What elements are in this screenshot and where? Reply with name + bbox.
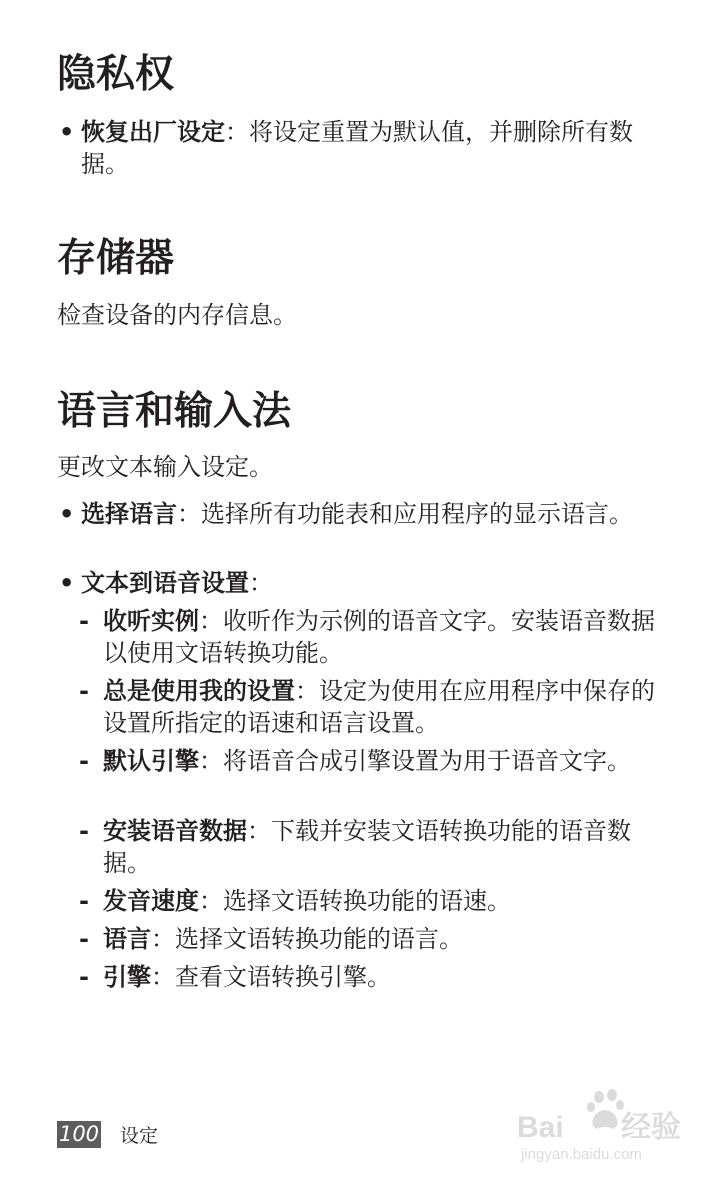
dash-icon: -: [79, 817, 89, 845]
item-text: ：收听作为示例的语音文字。安装语音数据以使用文语转换功能。: [103, 607, 655, 667]
item-text: ：查看文语转换引擎。: [151, 963, 391, 991]
chapter-name: 设定: [120, 1125, 159, 1147]
sub-item-engine: [79, 961, 662, 993]
item-text: ：选择所有功能表和应用程序的显示语言。: [177, 500, 633, 528]
item-text: ：将设定重置为默认值，并删除所有数据。: [81, 118, 633, 178]
item-term: 文本到语音设置: [81, 569, 249, 597]
item-text: ：下载并安装文语转换功能的语音数据。: [103, 817, 631, 877]
language-description: 更改文本输入设定。: [57, 453, 273, 481]
bullet-icon: •: [59, 118, 75, 146]
sub-item-install-voice-data: [79, 815, 662, 879]
item-term: 默认引擎: [103, 747, 199, 775]
item-text: ：选择文语转换功能的语速。: [199, 887, 511, 915]
dash-icon: -: [79, 607, 89, 635]
section-title-storage: 存储器: [57, 236, 175, 281]
item-term: 引擎: [103, 963, 151, 991]
baidu-watermark-logo: [517, 1085, 687, 1165]
sub-item-listen-example: [79, 605, 662, 669]
item-term: 发音速度: [103, 887, 199, 915]
item-text: ：: [249, 569, 273, 597]
storage-description: 检查设备的内存信息。: [57, 301, 297, 329]
sub-item-always-use-my-settings: [79, 675, 662, 739]
sub-item-language: [79, 923, 662, 955]
page-number: 100: [58, 1122, 100, 1146]
svg-text:Bai: Bai: [517, 1111, 564, 1144]
dash-icon: -: [79, 887, 89, 915]
section-title-privacy: 隐私权: [57, 52, 175, 97]
sub-item-default-engine: [79, 745, 662, 777]
item-term: 选择语言: [81, 500, 177, 528]
dash-icon: -: [79, 963, 89, 991]
list-item-tts-settings: [57, 567, 662, 599]
item-text: ：选择文语转换功能的语言。: [151, 925, 463, 953]
bullet-icon: •: [59, 569, 75, 597]
svg-text:经验: 经验: [621, 1111, 681, 1144]
item-text: ：设定为使用在应用程序中保存的设置所指定的语速和语言设置。: [103, 677, 655, 737]
bullet-icon: •: [59, 500, 75, 528]
item-term: 恢复出厂设定: [81, 118, 225, 146]
item-term: 收听实例: [103, 607, 199, 635]
dash-icon: -: [79, 925, 89, 953]
item-text: ：将语音合成引擎设置为用于语音文字。: [199, 747, 631, 775]
section-title-language: 语言和输入法: [57, 389, 292, 434]
item-term: 语言: [103, 925, 151, 953]
dash-icon: -: [79, 677, 89, 705]
item-term: 总是使用我的设置: [103, 677, 295, 705]
list-item-factory-reset: [57, 116, 662, 180]
item-term: 安装语音数据: [103, 817, 247, 845]
list-item-select-language: [57, 498, 662, 530]
dash-icon: -: [79, 747, 89, 775]
svg-text:jingyan.baidu.com: jingyan.baidu.com: [521, 1146, 642, 1163]
sub-item-speech-rate: [79, 885, 662, 917]
